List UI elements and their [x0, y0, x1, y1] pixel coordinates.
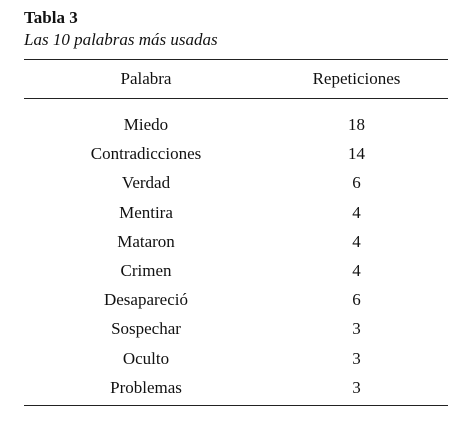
table-row [24, 110, 448, 139]
top-rule [24, 59, 448, 60]
count-cell: 6 [352, 173, 361, 193]
table-row [24, 285, 448, 314]
word-cell: Sospechar [111, 319, 181, 339]
count-cell: 3 [352, 319, 361, 339]
table-row [24, 198, 448, 227]
header-rule [24, 98, 448, 99]
table-row [24, 168, 448, 197]
bottom-rule [24, 405, 448, 406]
table-row [24, 344, 448, 373]
word-cell: Problemas [110, 377, 182, 397]
table-document [24, 8, 448, 406]
header-word: Palabra [120, 69, 172, 88]
count-cell: 3 [352, 348, 361, 368]
count-cell: 3 [352, 377, 361, 397]
table-number-label: Tabla 3 [24, 8, 78, 27]
word-cell: Verdad [121, 173, 171, 193]
word-cell: Crimen [120, 260, 172, 280]
word-cell: Mentira [119, 202, 173, 222]
count-cell: 14 [348, 144, 365, 164]
word-cell: Desapareció [103, 290, 188, 310]
table-title: Las 10 palabras más usadas [24, 30, 218, 49]
count-cell: 4 [352, 260, 361, 280]
word-cell: Contradicciones [90, 144, 202, 164]
word-cell: Oculto [122, 348, 170, 368]
word-cell: Mataron [117, 231, 175, 251]
table-row [24, 227, 448, 256]
word-cell: Miedo [123, 115, 169, 134]
table-row [24, 314, 448, 343]
table-row [24, 373, 448, 402]
count-cell: 4 [352, 231, 361, 251]
table-row [24, 256, 448, 285]
count-cell: 6 [352, 290, 361, 310]
table-body [24, 110, 448, 402]
table-row [24, 139, 448, 168]
count-cell: 18 [348, 115, 365, 134]
count-cell: 4 [352, 202, 361, 222]
table-header-row [24, 68, 448, 90]
header-count: Repeticiones [312, 69, 401, 88]
